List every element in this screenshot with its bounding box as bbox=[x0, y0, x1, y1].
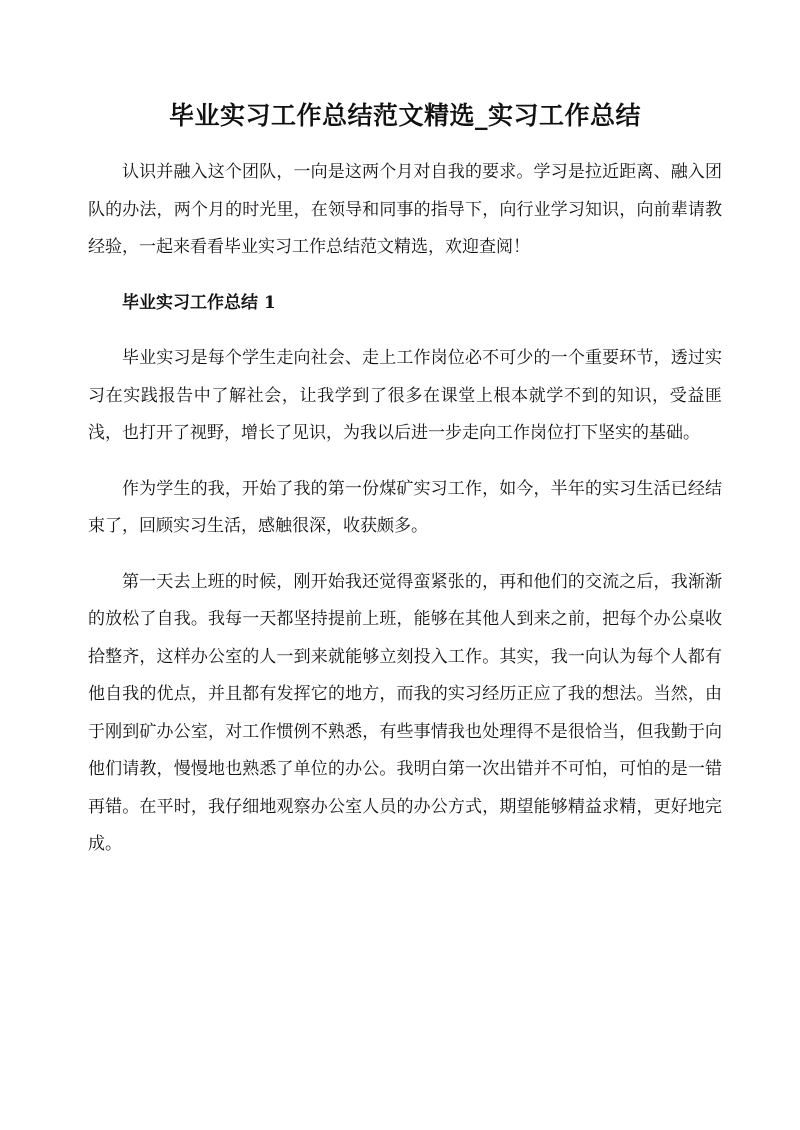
document-page bbox=[88, 96, 722, 882]
body-paragraph-3: 第一天去上班的时候，刚开始我还觉得蛮紧张的，再和他们的交流之后，我渐渐的放松了自我。我每一天都坚持提前上班，能够在其他人到来之前，把每个办公桌收拾整齐，这样办公室的人一到来就能够立刻投入工作。其实，我一向认为每个人都有他自我的优点，并且都有发挥它的地方，而我的实习经历正应了我的想法。当然，由于刚到矿办公室，对工作惯例不熟悉，有些事情我也处理得不是很恰当，但我勤于向他们请教，慢慢地也熟悉了单位的办公。我明白第一次出错并不可怕，可怕的是一错再错。在平时，我仔细地观察办公室人员的办公方式，期望能够精益求精，更好地完成。 bbox=[88, 571, 722, 854]
body-paragraph-1: 毕业实习是每个学生走向社会、走上工作岗位必不可少的一个重要环节，透过实习在实践报告中了解社会，让我学到了很多在课堂上根本就学不到的知识，受益匪浅，也打开了视野，增长了见识，为我以后进一步走向工作岗位打下坚实的基础。 bbox=[88, 348, 722, 443]
intro-paragraph: 认识并融入这个团队，一向是这两个月对自我的要求。学习是拉近距离、融入团队的办法，两个月的时光里，在领导和同事的指导下，向行业学习知识，向前辈请教经验，一起来看看毕业实习工作总结范文精选，欢迎查阅！ bbox=[88, 162, 722, 257]
section-heading: 毕业实习工作总结 1 bbox=[122, 292, 276, 313]
body-paragraph-2: 作为学生的我，开始了我的第一份煤矿实习工作，如今，半年的实习生活已经结束了，回顾实习生活，感触很深，收获颇多。 bbox=[88, 478, 722, 536]
document-title: 毕业实习工作总结范文精选_实习工作总结 bbox=[168, 101, 641, 130]
